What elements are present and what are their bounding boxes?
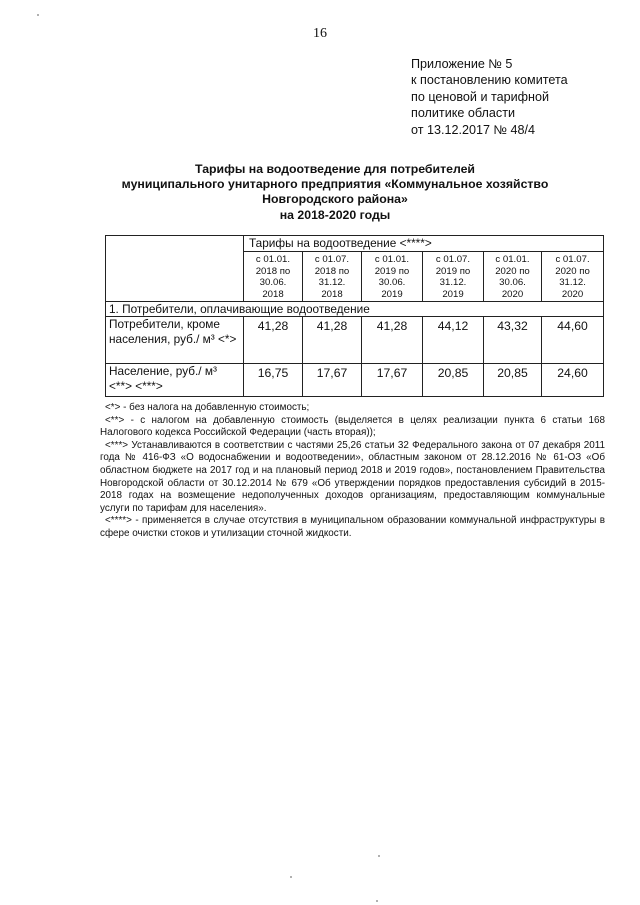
appendix-line: по ценовой и тарифной <box>411 89 550 104</box>
table-row <box>106 317 604 364</box>
title-line: на 2018-2020 годы <box>279 207 391 222</box>
footnote: <***> Устанавливаются в соответствии с частями 25,26 статьи 32 Федерального закона от 07 декабря 2011 года № 416-ФЗ «О водоснабжении и водоотведении», областным законом от 28.12.2016 № 61-ОЗ «Об областном бюджете на 2017 год и на плановый период 2018 и 2019 годов», постановлением Правительства Новгородской области от 30.12.2014 № 679 «Об утверждении порядков предоставления субсидий в 2015-2018 годах на возмещение недополученных доходов организациям, предоставляющим коммунальные услуги по тарифам для населения». <box>100 439 605 514</box>
footnote: <****> - применяется в случае отсутствия в муниципальном образовании коммунальной инфраструктуры в сфере очистки стоков и утилизации сточной жидкости. <box>100 515 605 539</box>
appendix-line: Приложение № 5 <box>411 57 513 71</box>
footnote: <**> - с налогом на добавленную стоимость (выделяется в целях реализации пункта 6 статьи 168 Налогового кодекса Российской Федерации (часть вторая)); <box>100 414 605 439</box>
tariff-value: 44,60 <box>542 317 604 364</box>
tariff-value: 24,60 <box>542 364 604 397</box>
period-header <box>423 252 484 302</box>
scan-speck <box>378 855 380 857</box>
title-line: муниципального унитарного предприятия «Коммунальное хозяйство <box>121 177 549 192</box>
row-label: Население, руб./ м³ <**> <***> <box>106 364 244 397</box>
period-header-text: с 01.07. 2019 по 31.12. 2019 <box>435 254 471 300</box>
footnotes <box>100 402 605 541</box>
tariff-value: 20,85 <box>484 364 542 397</box>
tariff-value: 17,67 <box>362 364 423 397</box>
scan-speck <box>290 876 292 878</box>
section-heading: 1. Потребители, оплачивающие водоотведение <box>106 302 604 317</box>
tariff-value: 41,28 <box>303 317 362 364</box>
appendix-reference <box>411 56 626 138</box>
period-header-text: с 01.01. 2019 по 30.06. 2019 <box>374 254 410 300</box>
period-header <box>303 252 362 302</box>
tariff-value: 44,12 <box>423 317 484 364</box>
row-label: Потребители, кроме населения, руб./ м³ <*> <box>106 317 244 364</box>
tariff-value: 16,75 <box>244 364 303 397</box>
title-line: Новгородского района» <box>262 192 408 207</box>
period-header <box>484 252 542 302</box>
footnote: <*> - без налога на добавленную стоимость; <box>105 402 310 413</box>
table-row <box>106 364 604 397</box>
scan-speck <box>376 900 378 902</box>
appendix-line: от 13.12.2017 № 48/4 <box>411 122 536 137</box>
title-line: Тарифы на водоотведение для потребителей <box>194 162 475 176</box>
period-header-text: с 01.07. 2018 по 31.12. 2018 <box>314 254 350 300</box>
tariff-value: 20,85 <box>423 364 484 397</box>
document-title <box>95 162 575 223</box>
section-row <box>106 302 604 317</box>
appendix-line: политике области <box>411 106 515 121</box>
period-header-text: с 01.01. 2020 по 30.06. 2020 <box>495 254 530 300</box>
period-header <box>542 252 604 302</box>
table-corner-cell <box>106 236 244 302</box>
scan-speck <box>37 14 39 16</box>
tariff-value: 41,28 <box>362 317 423 364</box>
tariff-table <box>105 235 604 397</box>
tariff-value: 41,28 <box>244 317 303 364</box>
tariff-value: 17,67 <box>303 364 362 397</box>
period-header <box>362 252 423 302</box>
period-header-text: с 01.07. 2020 по 31.12. 2020 <box>555 254 590 300</box>
page-number: 16 <box>313 26 327 41</box>
tariff-value: 43,32 <box>484 317 542 364</box>
tariff-group-header: Тарифы на водоотведение <****> <box>244 236 604 252</box>
period-header-text: с 01.01. 2018 по 30.06. 2018 <box>255 254 291 300</box>
appendix-line: к постановлению комитета <box>411 73 568 88</box>
period-header <box>244 252 303 302</box>
